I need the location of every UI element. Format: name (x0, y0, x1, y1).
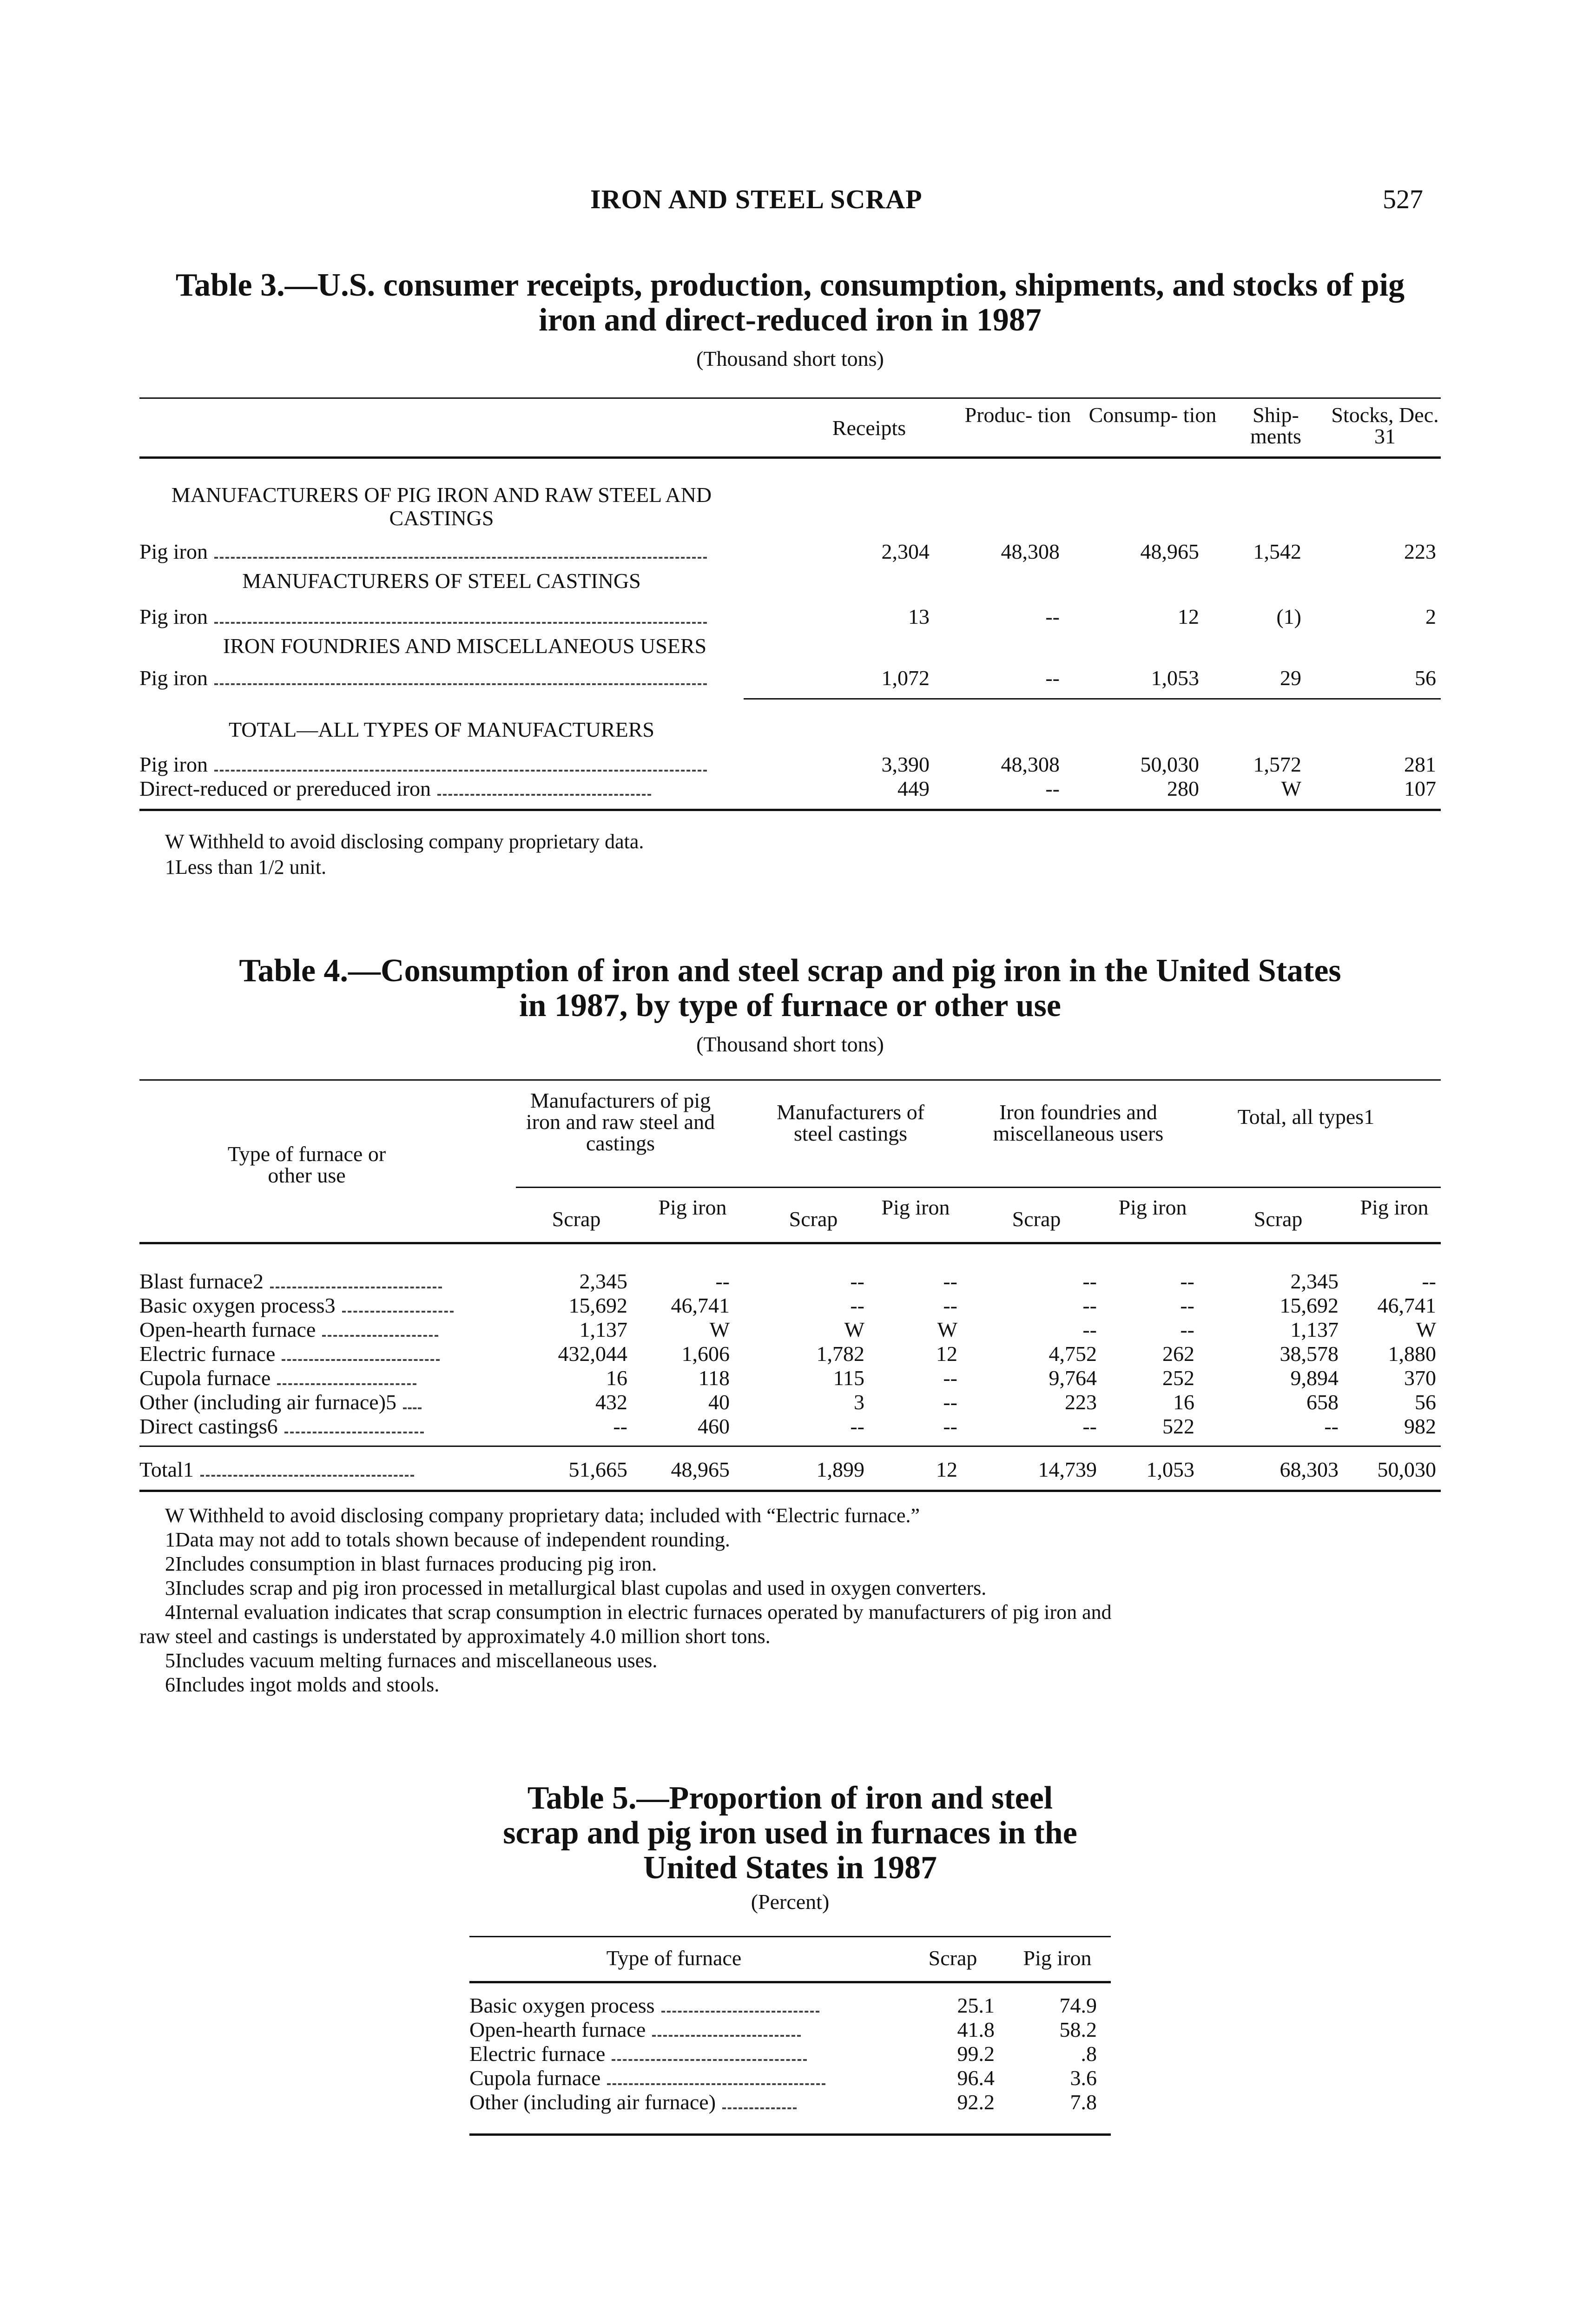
table-cell: 16 (606, 1366, 627, 1390)
table-4-group-header: Manufacturers of pig iron and raw steel and castings (526, 1089, 715, 1155)
table-cell: 16 (1173, 1390, 1194, 1414)
table-cell: 1,072 (881, 666, 930, 690)
table-cell: 14,739 (1038, 1458, 1097, 1481)
table-row: Cupola furnace (139, 1366, 416, 1390)
table-3-subtotal-rule (744, 698, 1441, 700)
table-cell: 1,572 (1253, 753, 1301, 776)
table-cell: -- (943, 1390, 957, 1414)
table-cell: -- (1180, 1318, 1194, 1341)
table-4-subcol-pig-iron: Pig iron (881, 1195, 950, 1219)
table-4-group-header: Iron foundries and miscellaneous users (993, 1100, 1164, 1145)
table-cell: -- (943, 1294, 957, 1317)
table-row: Electric furnace (139, 1341, 440, 1366)
table-cell: 50,030 (1377, 1458, 1436, 1481)
running-title: IRON AND STEEL SCRAP (590, 184, 923, 214)
table-row: Blast furnace2 (139, 1269, 442, 1294)
table-cell: 41.8 (957, 2018, 995, 2041)
table-cell: -- (1180, 1294, 1194, 1317)
table-cell: W (844, 1318, 864, 1341)
table-cell: 1,053 (1146, 1458, 1194, 1481)
leader-dots (403, 1407, 422, 1409)
table-cell: -- (850, 1269, 864, 1293)
table-cell: -- (943, 1366, 957, 1390)
table-cell: 56 (1415, 1390, 1436, 1414)
page-number: 527 (1383, 184, 1423, 214)
table-cell: 50,030 (1140, 753, 1199, 776)
leader-dots (270, 1287, 442, 1288)
table-cell: -- (1422, 1269, 1436, 1293)
table-5-col-scrap: Scrap (928, 1946, 977, 1970)
table-cell: -- (1082, 1294, 1097, 1317)
table-3-col-consumption: Consump- tion (1088, 403, 1217, 427)
table-row: Other (including air furnace)5 (139, 1390, 422, 1414)
leader-dots (200, 1475, 414, 1477)
table-cell: -- (1082, 1414, 1097, 1438)
table-row-label: Pig iron (139, 752, 707, 777)
table-cell: 92.2 (957, 2090, 995, 2114)
table-cell: 1,782 (816, 1342, 864, 1366)
table-4-note: W Withheld to avoid disclosing company proprietary data; included with “Electric furnace.” (165, 1504, 920, 1527)
table-row: Basic oxygen process3 (139, 1293, 454, 1318)
table-cell: 3 (854, 1390, 864, 1414)
table-row-label: Pig iron (139, 604, 707, 629)
table-cell: 262 (1162, 1342, 1194, 1366)
table-5-unit: (Percent) (751, 1890, 830, 1914)
table-4-top-rule (139, 1079, 1441, 1081)
table-cell: 7.8 (1070, 2090, 1097, 2114)
table-cell: 46,741 (1377, 1294, 1436, 1317)
table-cell: 115 (833, 1366, 864, 1390)
table-5-header-rule (469, 1981, 1111, 1983)
table-cell: 25.1 (957, 1994, 995, 2017)
table-cell: -- (943, 1269, 957, 1293)
table-4-subcol-scrap: Scrap (1253, 1207, 1303, 1231)
table-cell: 252 (1162, 1366, 1194, 1390)
table-cell: 1,606 (681, 1342, 730, 1366)
table-cell: 58.2 (1059, 2018, 1097, 2041)
table-3-unit: (Thousand short tons) (696, 347, 884, 370)
table-row: Electric furnace (469, 2041, 807, 2066)
table-cell: 432,044 (558, 1342, 627, 1366)
table-cell: 2 (1425, 605, 1436, 628)
table-cell: 68,303 (1279, 1458, 1339, 1481)
table-cell: 449 (897, 777, 930, 800)
table-cell: -- (613, 1414, 627, 1438)
table-cell: 48,965 (671, 1458, 730, 1481)
table-cell: 1,053 (1151, 666, 1199, 690)
table-cell: 460 (698, 1414, 730, 1438)
table-cell: 56 (1415, 666, 1436, 690)
table-cell: 48,308 (1001, 540, 1060, 563)
table-cell: 13 (908, 605, 930, 628)
table-4-group-rule (516, 1187, 1441, 1188)
table-cell: W (937, 1318, 957, 1341)
table-4-note: 4Internal evaluation indicates that scrap consumption in electric furnaces operated by manufacturers of pig iron and (165, 1601, 1112, 1624)
table-cell: -- (1082, 1318, 1097, 1341)
table-row: Basic oxygen process (469, 1993, 819, 2018)
table-cell: 1,542 (1253, 540, 1301, 563)
table-3-section-heading: TOTAL—ALL TYPES OF MANUFACTURERS (229, 718, 654, 741)
table-cell: 1,880 (1388, 1342, 1436, 1366)
table-3-section-heading: MANUFACTURERS OF STEEL CASTINGS (242, 569, 641, 593)
table-cell: 2,345 (579, 1269, 627, 1293)
leader-dots (661, 2011, 819, 2013)
table-4-title-line-2: in 1987, by type of furnace or other use (519, 988, 1061, 1023)
table-4-note: 5Includes vacuum melting furnaces and miscellaneous uses. (165, 1649, 658, 1672)
table-cell: 74.9 (1059, 1994, 1097, 2017)
leader-dots (607, 2083, 825, 2085)
table-4-subcol-pig-iron: Pig iron (1360, 1195, 1429, 1219)
table-3-header-rule (139, 456, 1441, 459)
table-3-col-receipts: Receipts (832, 416, 906, 440)
leader-dots (722, 2107, 797, 2109)
table-3-section-heading: IRON FOUNDRIES AND MISCELLANEOUS USERS (223, 634, 707, 658)
table-4-note: 6Includes ingot molds and stools. (165, 1673, 440, 1696)
table-4-subcol-pig-iron: Pig iron (658, 1195, 727, 1219)
table-cell: 15,692 (1279, 1294, 1339, 1317)
leader-dots (284, 1432, 424, 1433)
table-cell: 432 (595, 1390, 627, 1414)
table-3-top-rule (139, 397, 1441, 399)
table-cell: 96.4 (957, 2066, 995, 2090)
leader-dots (277, 1383, 416, 1385)
table-cell: 12 (1178, 605, 1199, 628)
table-cell: -- (1324, 1414, 1339, 1438)
table-row: Cupola furnace (469, 2066, 825, 2090)
leader-dots (652, 2035, 801, 2037)
table-row: Other (including air furnace) (469, 2090, 797, 2114)
table-3-col-stocks: Stocks, Dec. 31 (1331, 403, 1439, 448)
table-4-subcol-scrap: Scrap (789, 1207, 838, 1231)
table-total-row: Total1 (139, 1457, 414, 1482)
table-cell: 223 (1404, 540, 1436, 563)
table-cell: 982 (1404, 1414, 1436, 1438)
table-cell: -- (1045, 777, 1060, 800)
table-3-title-line-1: Table 3.—U.S. consumer receipts, production, consumption, shipments, and stocks of pig (175, 267, 1405, 303)
table-cell: 658 (1306, 1390, 1339, 1414)
table-5-title-line-3: United States in 1987 (643, 1850, 937, 1886)
table-4-stub-header: Type of furnace or other use (227, 1142, 386, 1187)
leader-dots (282, 1359, 440, 1361)
table-3-bottom-rule (139, 809, 1441, 811)
table-4-header-rule (139, 1242, 1441, 1244)
table-cell: 370 (1404, 1366, 1436, 1390)
table-5-top-rule (469, 1936, 1111, 1937)
table-4-subcol-scrap: Scrap (1012, 1207, 1061, 1231)
table-cell: -- (715, 1269, 730, 1293)
table-cell: 48,965 (1140, 540, 1199, 563)
table-cell: 1,137 (1290, 1318, 1339, 1341)
table-cell: 280 (1167, 777, 1199, 800)
table-row: Open-hearth furnace (139, 1317, 438, 1342)
table-cell: 2,345 (1290, 1269, 1339, 1293)
table-4-note: raw steel and castings is understated by approximately 4.0 million short tons. (139, 1625, 771, 1648)
table-cell: 2,304 (881, 540, 930, 563)
table-cell: 12 (936, 1342, 957, 1366)
table-4-group-header: Manufacturers of steel castings (776, 1100, 925, 1145)
table-cell: W (1281, 777, 1301, 800)
table-cell: 51,665 (568, 1458, 627, 1481)
table-row-label: Direct-reduced or prereduced iron (139, 776, 651, 801)
table-3-note: 1Less than 1/2 unit. (165, 856, 327, 878)
table-cell: .8 (1081, 2042, 1097, 2066)
table-cell: 1,137 (579, 1318, 627, 1341)
table-4-subcol-pig-iron: Pig iron (1118, 1195, 1187, 1219)
table-cell: 12 (936, 1458, 957, 1481)
table-cell: 118 (698, 1366, 730, 1390)
table-cell: 38,578 (1279, 1342, 1339, 1366)
table-cell: -- (1180, 1269, 1194, 1293)
table-cell: 107 (1404, 777, 1436, 800)
table-row-label: Pig iron (139, 666, 707, 690)
table-cell: (1) (1276, 605, 1301, 628)
table-4-note: 1Data may not add to totals shown because of independent rounding. (165, 1528, 730, 1551)
table-cell: 1,899 (816, 1458, 864, 1481)
table-cell: -- (1045, 666, 1060, 690)
table-cell: 4,752 (1049, 1342, 1097, 1366)
table-4-title-line-1: Table 4.—Consumption of iron and steel scrap and pig iron in the United States (239, 953, 1341, 989)
table-4-note: 3Includes scrap and pig iron processed in metallurgical blast cupolas and used in oxygen converters. (165, 1577, 987, 1599)
table-cell: 40 (708, 1390, 730, 1414)
table-cell: -- (1045, 605, 1060, 628)
table-4-unit: (Thousand short tons) (696, 1032, 884, 1056)
table-5-col-type: Type of furnace (606, 1946, 742, 1970)
table-cell: -- (1082, 1269, 1097, 1293)
leader-dots (342, 1311, 454, 1313)
table-cell: 29 (1280, 666, 1301, 690)
table-4-subcol-scrap: Scrap (552, 1207, 601, 1231)
table-cell: W (709, 1318, 730, 1341)
table-cell: W (1416, 1318, 1436, 1341)
table-cell: 281 (1404, 753, 1436, 776)
table-5-title-line-2: scrap and pig iron used in furnaces in the (503, 1815, 1077, 1851)
table-row: Open-hearth furnace (469, 2017, 801, 2042)
table-3-title-line-2: iron and direct-reduced iron in 1987 (539, 302, 1042, 338)
table-3-section-heading: MANUFACTURERS OF PIG IRON AND RAW STEEL AND CASTINGS (171, 483, 712, 530)
table-cell: -- (850, 1414, 864, 1438)
table-cell: 9,894 (1290, 1366, 1339, 1390)
table-cell: 46,741 (671, 1294, 730, 1317)
leader-dots (612, 2059, 807, 2061)
table-cell: 522 (1162, 1414, 1194, 1438)
table-cell: -- (943, 1414, 957, 1438)
table-cell: 15,692 (568, 1294, 627, 1317)
table-cell: -- (850, 1294, 864, 1317)
table-5-col-pig-iron: Pig iron (1023, 1946, 1092, 1970)
table-cell: 3,390 (881, 753, 930, 776)
table-3-col-production: Produc- tion (964, 403, 1071, 427)
table-cell: 9,764 (1049, 1366, 1097, 1390)
table-row-label: Pig iron (139, 539, 707, 564)
table-cell: 48,308 (1001, 753, 1060, 776)
table-cell: 99.2 (957, 2042, 995, 2066)
table-cell: 3.6 (1070, 2066, 1097, 2090)
table-4-bottom-rule (139, 1490, 1441, 1492)
table-3-note: W Withheld to avoid disclosing company proprietary data. (165, 830, 644, 853)
table-3-col-shipments: Ship- ments (1250, 403, 1301, 448)
table-5-bottom-rule (469, 2133, 1111, 2136)
table-row: Direct castings6 (139, 1414, 424, 1439)
leader-dots (322, 1335, 438, 1337)
table-cell: 223 (1065, 1390, 1097, 1414)
table-4-total-rule (139, 1446, 1441, 1447)
table-4-group-header: Total, all types1 (1237, 1105, 1375, 1129)
table-4-note: 2Includes consumption in blast furnaces producing pig iron. (165, 1552, 657, 1575)
table-5-title-line-1: Table 5.—Proportion of iron and steel (527, 1780, 1053, 1816)
